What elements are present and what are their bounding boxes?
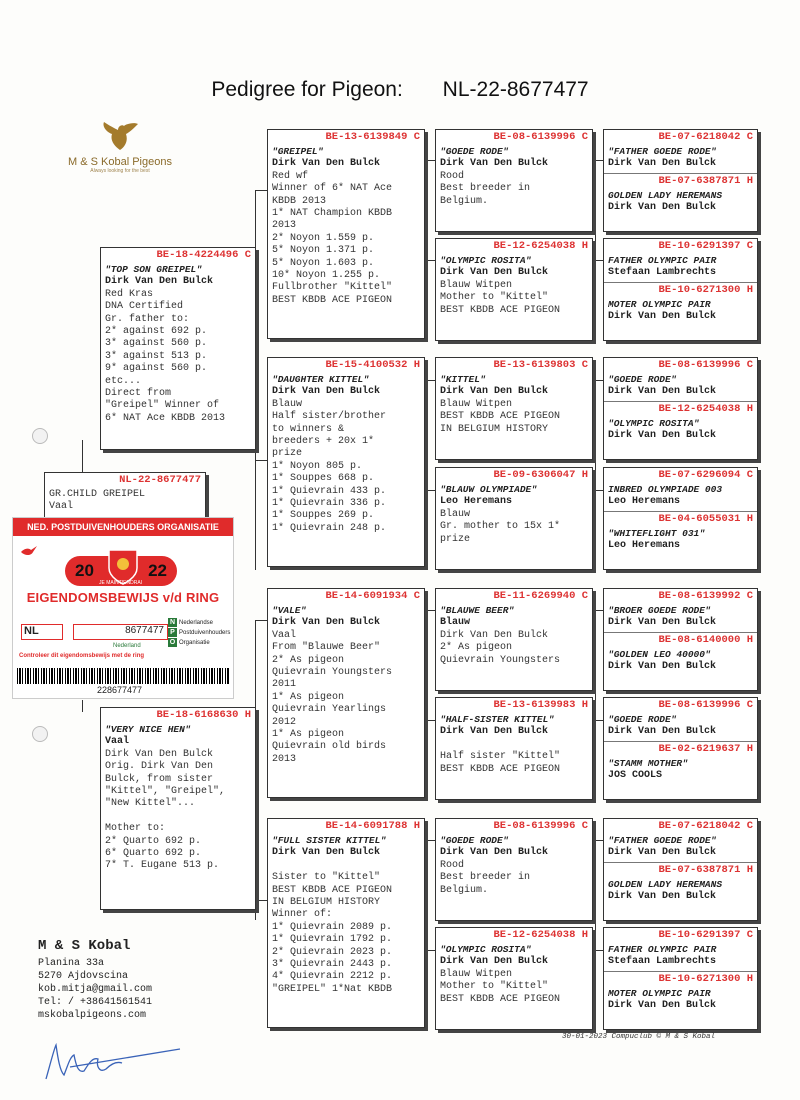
pigeon-owner: Dirk Van Den Bulck (440, 956, 549, 968)
logo-tagline: Always looking for the best (90, 168, 150, 174)
pigeon-detail-line: 1* As pigeon (272, 729, 345, 741)
pigeon-detail-line: 6* NAT Ace KBDB 2013 (105, 412, 226, 424)
ring-number: BE-08-6139996 C (493, 131, 588, 143)
pigeon-name: "GOEDE RODE" (440, 146, 509, 157)
pigeon-detail-line: Dirk Van Den Bulck (105, 748, 214, 760)
pigeon-owner: Leo Heremans (608, 496, 681, 508)
connector-line (595, 840, 603, 841)
pigeon-detail-line: Red wf (272, 170, 309, 182)
pigeon-owner: Dirk Van Den Bulck (440, 158, 549, 170)
ring-number: BE-07-6218042 C (658, 131, 753, 143)
ring-number: BE-18-6168630 H (156, 709, 251, 721)
connector-line (595, 160, 596, 260)
npo-n: Nederlandse (179, 620, 214, 626)
contact-street: Planina 33a (38, 958, 105, 969)
pair-divider (604, 282, 757, 283)
card-motto: JE MAINTIENDRAI (99, 580, 143, 586)
pigeon-owner: Leo Heremans (440, 496, 513, 508)
pigeon-owner: Stefaan Lambrechts (608, 956, 717, 968)
pigeon-pair-card-p1 (603, 129, 758, 232)
pigeon-card-mm (267, 818, 425, 1028)
ring-number: BE-08-6139992 C (658, 590, 753, 602)
pigeon-detail-line: BEST KBDB ACE PIGEON (440, 411, 561, 423)
pigeon-card-father (100, 247, 256, 450)
connector-line (595, 380, 603, 381)
pigeon-card-ff (267, 129, 425, 339)
card-country: NL (21, 624, 63, 640)
pigeon-pair-card-p2 (603, 238, 758, 341)
pigeon-detail-line: Belgium. (440, 195, 489, 207)
pigeon-name: "FULL SISTER KITTEL" (272, 835, 387, 846)
connector-line (595, 490, 603, 491)
pigeon-detail-line (440, 739, 588, 751)
pigeon-detail-line: 2* Noyon 1.559 p. (272, 232, 375, 244)
pigeon-detail-line: 2* As pigeon (440, 642, 513, 654)
connector-line (425, 840, 426, 950)
pigeon-detail-line: 5* Noyon 1.371 p. (272, 245, 375, 257)
pigeon-owner: Dirk Van Den Bulck (272, 386, 381, 398)
connector-line (255, 460, 267, 461)
pigeon-detail-line: 3* against 560 p. (105, 338, 208, 350)
card-flag-label: Nederland (113, 643, 141, 649)
ring-number: BE-10-6271300 H (658, 283, 753, 296)
pigeon-detail-line: 1* As pigeon (272, 691, 345, 703)
card-title: EIGENDOMSBEWIJS v/d RING (26, 590, 220, 605)
pigeon-detail-line: 1* Quievrain 248 p. (272, 522, 387, 534)
pigeon-owner: Dirk Van Den Bulck (440, 267, 549, 279)
pigeon-detail-line: BEST KBDB ACE PIGEON (440, 763, 561, 775)
pigeon-pair-card-p8 (603, 927, 758, 1030)
pigeon-detail-line: Best breeder in (440, 872, 531, 884)
pigeon-detail-line: Mother to: (105, 823, 166, 835)
pigeon-detail-line: Quievrain Yearlings (272, 704, 387, 716)
connector-line (82, 440, 83, 475)
page-title (0, 78, 800, 102)
card-npo-legend: N Nederlandse P Postduivenhouders O Organisatie (169, 619, 231, 646)
pigeon-detail-line: BEST KBDB ACE PIGEON (272, 294, 393, 306)
pigeon-name: "VERY NICE HEN" (105, 724, 191, 735)
pigeon-detail-line: Bulck, from sister (105, 773, 214, 785)
connector-line (595, 950, 603, 951)
pigeon-owner: Dirk Van Den Bulck (608, 891, 717, 903)
ring-number: BE-09-6306047 H (493, 469, 588, 481)
pigeon-detail-line: 9* against 560 p. (105, 363, 208, 375)
pair-divider (604, 971, 757, 972)
pigeon-detail-line: 2012 (272, 716, 297, 728)
pigeon-detail-line: Best breeder in (440, 183, 531, 195)
pigeon-detail-line: Belgium. (440, 884, 489, 896)
pigeon-detail-line: Vaal (272, 629, 297, 641)
ring-number: BE-04-6055031 H (658, 512, 753, 525)
pigeon-owner: Dirk Van Den Bulck (608, 726, 717, 738)
pigeon-detail-line: 1* Quievrain 336 p. (272, 498, 387, 510)
pigeon-name: "GOEDE RODE" (608, 714, 677, 725)
print-footer: 30-01-2023 Compuclub © M & S Kobal (562, 1033, 716, 1041)
ring-number: BE-08-6139996 C (658, 359, 753, 371)
pigeon-detail-line: 3* Quievrain 2443 p. (272, 959, 393, 971)
connector-line (255, 190, 267, 191)
pigeon-name: "OLYMPIC ROSITA" (440, 255, 532, 266)
pigeon-owner: JOS COOLS (608, 770, 663, 782)
pigeon-detail-line: DNA Certified (105, 301, 184, 313)
pair-divider (604, 173, 757, 174)
ring-number: BE-12-6254038 H (658, 402, 753, 415)
pigeon-name: "DAUGHTER KITTEL" (272, 374, 369, 385)
contact-name: M & S Kobal (38, 938, 131, 954)
pigeon-card-fmm (435, 467, 593, 570)
pigeon-detail-line: Gr. mother to 15x 1* (440, 521, 561, 533)
pigeon-card-mmm (435, 927, 593, 1030)
pigeon-name: "OLYMPIC ROSITA" (440, 944, 532, 955)
pigeon-owner: Dirk Van Den Bulck (440, 847, 549, 859)
pigeon-detail-line: "Greipel" Winner of (105, 400, 220, 412)
pigeon-detail-line: 2* against 692 p. (105, 326, 208, 338)
punch-hole (32, 726, 48, 742)
pigeon-name: MOTER OLYMPIC PAIR (608, 298, 711, 310)
pigeon-detail-line: IN BELGIUM HISTORY (272, 897, 381, 909)
barcode-number: 228677477 (97, 685, 143, 695)
ring-number: NL-22-8677477 (119, 474, 201, 486)
pigeon-detail-line: etc... (105, 375, 142, 387)
contact-email[interactable]: kob.mitja@gmail.com (38, 984, 153, 995)
pigeon-card-mf (267, 588, 425, 798)
pigeon-name: "OLYMPIC ROSITA" (608, 417, 700, 429)
pigeon-name: "HALF-SISTER KITTEL" (440, 714, 555, 725)
pigeon-name: FATHER OLYMPIC PAIR (608, 944, 717, 955)
connector-line (595, 160, 603, 161)
ring-number: BE-14-6091788 H (325, 820, 420, 832)
pigeon-detail-line: 3* against 513 p. (105, 350, 208, 362)
pair-divider (604, 741, 757, 742)
ring-number: BE-11-6269940 C (493, 590, 588, 602)
pigeon-name: INBRED OLYMPIADE 003 (608, 484, 723, 495)
ring-number: BE-12-6254038 H (493, 929, 588, 941)
pigeon-detail-line: 1* NAT Champion KBDB (272, 208, 393, 220)
dove-icon (19, 544, 39, 558)
pigeon-name: FATHER OLYMPIC PAIR (608, 255, 717, 266)
pigeon-detail-line: GR.CHILD GREIPEL (49, 489, 146, 500)
connector-line (255, 900, 267, 901)
pigeon-card-fmf (435, 357, 593, 460)
pigeon-card-mff (435, 588, 593, 691)
ring-number: BE-13-6139983 H (493, 699, 588, 711)
pair-divider (604, 401, 757, 402)
pigeon-detail-line: Fullbrother "Kittel" (272, 282, 393, 294)
connector-line (425, 720, 435, 721)
pigeon-detail-line: Blauw Witpen (440, 279, 513, 291)
ring-number: BE-07-6218042 C (658, 820, 753, 832)
pigeon-owner: Stefaan Lambrechts (608, 267, 717, 279)
pigeon-pair-card-p6 (603, 697, 758, 800)
pigeon-pair-card-p5 (603, 588, 758, 691)
pigeon-name: GOLDEN LADY HEREMANS (608, 878, 723, 890)
pigeon-owner: Dirk Van Den Bulck (608, 661, 717, 673)
pigeon-owner: Dirk Van Den Bulck (608, 311, 717, 323)
connector-line (425, 490, 435, 491)
connector-line (255, 620, 267, 621)
pair-divider (604, 862, 757, 863)
pigeon-detail-line: 10* Noyon 1.255 p. (272, 270, 381, 282)
pigeon-name: "GOEDE RODE" (440, 835, 509, 846)
pigeon-detail-line: "Kittel", "Greipel", (105, 786, 226, 798)
npo-p: Postduivenhouders (179, 630, 231, 636)
pigeon-detail-line: Winner of 6* NAT Ace (272, 183, 393, 195)
ring-number: BE-13-6139849 C (325, 131, 420, 143)
pigeon-detail-line: 1* Quievrain 1792 p. (272, 934, 393, 946)
pigeon-detail-line: breeders + 20x 1* (272, 436, 375, 448)
pigeon-detail-line: Dirk Van Den Bulck (440, 629, 549, 641)
connector-line (595, 840, 596, 950)
pigeon-name: "GOEDE RODE" (608, 374, 677, 385)
pigeon-name: "FATHER GOEDE RODE" (608, 835, 717, 846)
ring-number: BE-15-4100532 H (325, 359, 420, 371)
pigeon-detail-line: Rood (440, 170, 465, 182)
pigeon-detail-line: Mother to "Kittel" (440, 981, 549, 993)
connector-line (595, 610, 603, 611)
ring-number: BE-13-6139803 C (493, 359, 588, 371)
connector-line (425, 380, 435, 381)
pigeon-detail-line: Sister to "Kittel" (272, 872, 381, 884)
pigeon-card-mother (100, 707, 256, 910)
pigeon-logo-icon (100, 120, 140, 152)
pair-divider (604, 632, 757, 633)
ring-number: BE-14-6091934 C (325, 590, 420, 602)
ring-number: BE-07-6387871 H (658, 174, 753, 187)
pair-divider (604, 511, 757, 512)
pigeon-detail-line: BEST KBDB ACE PIGEON (440, 993, 561, 1005)
npo-o: Organisatie (179, 640, 210, 646)
ring-number: BE-07-6296094 C (658, 469, 753, 481)
pigeon-detail-line: 1* Quievrain 2089 p. (272, 921, 393, 933)
pigeon-owner: Blauw (440, 617, 471, 629)
logo-brand: M & S Kobal Pigeons (68, 156, 172, 168)
pigeon-detail-line: Vaal (49, 501, 74, 513)
pigeon-detail-line: Red Kras (105, 288, 154, 300)
title-label: Pedigree for Pigeon: (211, 78, 403, 101)
signature (40, 1035, 200, 1085)
pigeon-detail-line: Quievrain old birds (272, 741, 387, 753)
pigeon-name: GOLDEN LADY HEREMANS (608, 189, 723, 201)
connector-line (595, 610, 596, 720)
pigeon-pair-card-p7 (603, 818, 758, 921)
pigeon-detail-line: Half sister "Kittel" (440, 751, 561, 763)
pigeon-detail-line: Blauw (272, 398, 303, 410)
pigeon-detail-line: 2* As pigeon (272, 654, 345, 666)
pigeon-detail-line: From "Blauwe Beer" (272, 642, 381, 654)
connector-line (425, 160, 435, 161)
pigeon-detail-line: 4* Quievrain 2212 p. (272, 971, 393, 983)
ring-number: BE-08-6140000 H (658, 633, 753, 646)
pigeon-card-fm (267, 357, 425, 567)
connector-line (595, 260, 603, 261)
connector-line (425, 260, 435, 261)
pigeon-detail-line: 1* Quievrain 433 p. (272, 485, 387, 497)
pigeon-detail-line: prize (272, 448, 303, 460)
pigeon-detail-line: KBDB 2013 (272, 195, 327, 207)
year-left: 20 (75, 561, 94, 580)
pigeon-name: "KITTEL" (440, 374, 486, 385)
pigeon-detail-line: 5* Noyon 1.603 p. (272, 257, 375, 269)
connector-line (595, 380, 596, 490)
pigeon-card-fff (435, 129, 593, 232)
pigeon-detail-line (105, 811, 251, 823)
ring-number: BE-08-6139996 C (493, 820, 588, 832)
pigeon-name: "GOLDEN LEO 40000" (608, 648, 711, 660)
pigeon-card-subject (44, 472, 206, 520)
pigeon-detail-line: 2011 (272, 679, 297, 691)
pigeon-detail-line: 1* Souppes 668 p. (272, 473, 375, 485)
pigeon-owner: Leo Heremans (608, 540, 681, 552)
pigeon-owner: Vaal (105, 736, 130, 748)
pigeon-card-ffm (435, 238, 593, 341)
pigeon-detail-line: Blauw Witpen (440, 398, 513, 410)
contact-city: 5270 Ajdovscina (38, 971, 129, 982)
connector-line (425, 950, 435, 951)
pigeon-owner: Dirk Van Den Bulck (608, 202, 717, 214)
pigeon-detail-line: "New Kittel"... (105, 798, 196, 810)
pigeon-detail-line: IN BELGIUM HISTORY (440, 423, 549, 435)
pigeon-detail-line: 7* T. Eugane 513 p. (105, 860, 220, 872)
pigeon-owner: Dirk Van Den Bulck (440, 726, 549, 738)
pigeon-detail-line: to winners & (272, 423, 345, 435)
connector-line (425, 160, 426, 260)
pigeon-detail-line: Quievrain Youngsters (272, 667, 393, 679)
pigeon-detail-line: BEST KBDB ACE PIGEON (272, 884, 393, 896)
year-right: 22 (148, 561, 167, 580)
contact-block (38, 940, 152, 1022)
pigeon-detail-line: "GREIPEL" 1*Nat KBDB (272, 983, 393, 995)
pigeon-pair-card-p3 (603, 357, 758, 460)
pigeon-detail-line: Mother to "Kittel" (440, 292, 549, 304)
pigeon-name: "BLAUW OLYMPIADE" (440, 484, 537, 495)
pigeon-detail-line: 6* Quarto 692 p. (105, 848, 202, 860)
pigeon-name: "BROER GOEDE RODE" (608, 605, 711, 616)
ring-number: BE-18-4224496 C (156, 249, 251, 261)
ring-number: BE-02-6219637 H (658, 742, 753, 755)
pigeon-detail-line: 2* Quarto 692 p. (105, 835, 202, 847)
pigeon-name: "WHITEFLIGHT 031" (608, 527, 705, 539)
title-pigeon-id: NL-22-8677477 (442, 78, 589, 101)
card-ring-number: 8677477 (73, 624, 168, 640)
contact-tel: Tel: / +38641561541 (38, 997, 153, 1008)
pigeon-name: "BLAUWE BEER" (440, 605, 515, 616)
pigeon-name: "FATHER GOEDE RODE" (608, 146, 717, 157)
pigeon-owner: Dirk Van Den Bulck (272, 847, 381, 859)
pigeon-name: MOTER OLYMPIC PAIR (608, 987, 711, 999)
pigeon-detail-line: Direct from (105, 388, 172, 400)
kobal-logo (60, 120, 180, 174)
pigeon-detail-line: 2013 (272, 753, 297, 765)
pigeon-detail-line: Rood (440, 859, 465, 871)
pigeon-detail-line: 1* Noyon 805 p. (272, 460, 363, 472)
barcode (17, 668, 229, 684)
punch-hole (32, 428, 48, 444)
pigeon-name: "VALE" (272, 605, 307, 616)
pigeon-card-mfm (435, 697, 593, 800)
pigeon-card-mmf (435, 818, 593, 921)
ring-number: BE-10-6291397 C (658, 240, 753, 252)
ring-number: BE-08-6139996 C (658, 699, 753, 711)
pigeon-owner: Dirk Van Den Bulck (608, 617, 717, 629)
pigeon-detail-line: Half sister/brother (272, 411, 387, 423)
pigeon-detail-line: 1* Souppes 269 p. (272, 510, 375, 522)
connector-line (82, 700, 83, 712)
connector-line (425, 610, 435, 611)
pigeon-owner: Dirk Van Den Bulck (440, 386, 549, 398)
ring-number: BE-10-6271300 H (658, 972, 753, 985)
pigeon-detail-line: Quievrain Youngsters (440, 654, 561, 666)
pigeon-owner: Dirk Van Den Bulck (608, 847, 717, 859)
pigeon-name: "STAMM MOTHER" (608, 757, 688, 769)
pigeon-detail-line: prize (440, 533, 471, 545)
pigeon-owner: Dirk Van Den Bulck (272, 617, 381, 629)
pigeon-pair-card-p4 (603, 467, 758, 570)
pigeon-owner: Dirk Van Den Bulck (272, 158, 381, 170)
connector-line (425, 610, 426, 720)
pigeon-detail-line: Blauw Witpen (440, 968, 513, 980)
ring-ownership-card (12, 517, 234, 699)
connector-line (425, 380, 426, 490)
card-org-header: NED. POSTDUIVENHOUDERS ORGANISATIE (13, 518, 233, 536)
pigeon-detail-line: Orig. Dirk Van Den (105, 761, 214, 773)
connector-line (595, 720, 603, 721)
pigeon-detail-line: 2013 (272, 220, 297, 232)
pigeon-detail-line: Blauw (440, 508, 471, 520)
ring-number: BE-12-6254038 H (493, 240, 588, 252)
pigeon-detail-line: 2* Quievrain 2023 p. (272, 946, 393, 958)
contact-web[interactable]: mskobalpigeons.com (38, 1010, 147, 1021)
ring-number: BE-07-6387871 H (658, 863, 753, 876)
pigeon-owner: Dirk Van Den Bulck (608, 386, 717, 398)
pigeon-detail-line: BEST KBDB ACE PIGEON (440, 304, 561, 316)
pigeon-owner: Dirk Van Den Bulck (608, 430, 717, 442)
pigeon-name: "TOP SON GREIPEL" (105, 264, 202, 275)
pigeon-owner: Dirk Van Den Bulck (608, 158, 717, 170)
pigeon-detail-line: Gr. father to: (105, 313, 190, 325)
pigeon-detail-line (272, 860, 420, 872)
card-control-text: Controleer dit eigendomsbewijs met de ring (19, 653, 145, 659)
ring-number: BE-10-6291397 C (658, 929, 753, 941)
pigeon-name: "GREIPEL" (272, 146, 324, 157)
pigeon-owner: Dirk Van Den Bulck (608, 1000, 717, 1012)
pigeon-detail-line: Winner of: (272, 909, 333, 921)
connector-line (425, 840, 435, 841)
pigeon-owner: Dirk Van Den Bulck (105, 276, 214, 288)
